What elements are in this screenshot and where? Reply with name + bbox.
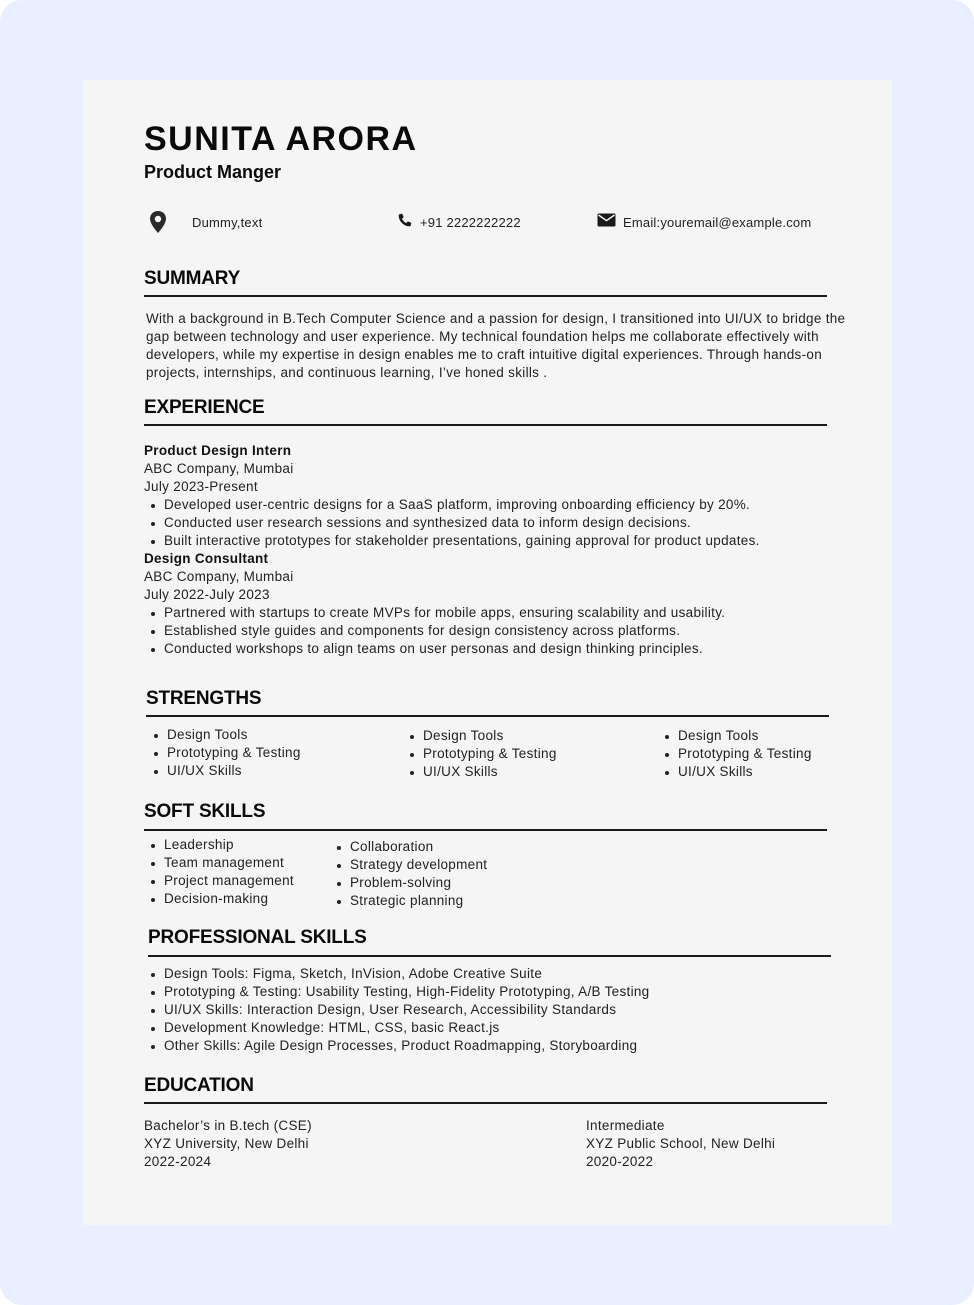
strengths-column bbox=[658, 727, 812, 781]
contact-phone: +91 2222222222 bbox=[420, 215, 521, 230]
phone-icon bbox=[398, 213, 412, 227]
education-degree: Bachelor’s in B.tech (CSE) bbox=[144, 1118, 312, 1133]
soft-skill-item: Decision-making bbox=[144, 890, 294, 908]
strength-item: UI/UX Skills bbox=[147, 762, 301, 780]
contact-email: Email:youremail@example.com bbox=[623, 215, 812, 230]
job-entry bbox=[144, 550, 844, 658]
soft-skill-item: Leadership bbox=[144, 836, 294, 854]
professional-skills-divider bbox=[148, 955, 831, 957]
job-title: Product Design Intern bbox=[144, 443, 292, 458]
education-heading: EDUCATION bbox=[144, 1075, 254, 1096]
soft-skill-item: Strategic planning bbox=[330, 892, 487, 910]
soft-skills-divider bbox=[144, 829, 827, 831]
strengths-column bbox=[147, 726, 301, 780]
job-company: ABC Company, Mumbai bbox=[144, 569, 294, 584]
education-school: XYZ University, New Delhi bbox=[144, 1136, 309, 1151]
soft-skills-heading: SOFT SKILLS bbox=[144, 801, 266, 822]
candidate-name: SUNITA ARORA bbox=[144, 120, 418, 158]
job-bullet: Developed user-centric designs for a SaaS platform, improving onboarding efficiency by 20%. bbox=[144, 496, 844, 514]
professional-skill-item: Development Knowledge: HTML, CSS, basic React.js bbox=[144, 1019, 649, 1037]
soft-skills-column bbox=[330, 838, 487, 910]
education-divider bbox=[144, 1102, 827, 1104]
education-years: 2020-2022 bbox=[586, 1154, 654, 1169]
strength-item: Design Tools bbox=[658, 727, 812, 745]
professional-skill-item: Prototyping & Testing: Usability Testing, High-Fidelity Prototyping, A/B Testing bbox=[144, 983, 649, 1001]
contact-location: Dummy,text bbox=[192, 215, 263, 230]
strength-item: Design Tools bbox=[403, 727, 557, 745]
job-entry bbox=[144, 442, 844, 550]
summary-text: With a background in B.Tech Computer Science and a passion for design, I transitioned into UI/UX to bridge the gap between technology and user experience. My technical foundation helps me collaborate effectively with developers, while my expertise in design enables me to craft intuitive digital experiences. Through hands-on projects, internships, and continuous learning, I’ve honed skills . bbox=[146, 311, 846, 380]
location-pin-icon bbox=[148, 210, 168, 234]
job-title: Design Consultant bbox=[144, 551, 269, 566]
strength-item: Prototyping & Testing bbox=[658, 745, 812, 763]
education-school: XYZ Public School, New Delhi bbox=[586, 1136, 776, 1151]
job-bullet: Conducted workshops to align teams on user personas and design thinking principles. bbox=[144, 640, 844, 658]
job-dates: July 2023-Present bbox=[144, 479, 258, 494]
professional-skills-heading: PROFESSIONAL SKILLS bbox=[148, 927, 367, 948]
strength-item: UI/UX Skills bbox=[658, 763, 812, 781]
strengths-heading: STRENGTHS bbox=[146, 688, 262, 709]
job-bullet: Built interactive prototypes for stakeholder presentations, gaining approval for product updates. bbox=[144, 532, 844, 550]
professional-skill-item: Design Tools: Figma, Sketch, InVision, Adobe Creative Suite bbox=[144, 965, 649, 983]
candidate-role: Product Manger bbox=[144, 162, 282, 182]
summary-divider bbox=[144, 295, 827, 297]
job-company: ABC Company, Mumbai bbox=[144, 461, 294, 476]
education-degree: Intermediate bbox=[586, 1118, 665, 1133]
soft-skill-item: Collaboration bbox=[330, 838, 487, 856]
experience-heading: EXPERIENCE bbox=[144, 397, 265, 418]
strength-item: Design Tools bbox=[147, 726, 301, 744]
resume-document bbox=[83, 80, 892, 1225]
soft-skill-item: Team management bbox=[144, 854, 294, 872]
strength-item: UI/UX Skills bbox=[403, 763, 557, 781]
job-dates: July 2022-July 2023 bbox=[144, 587, 270, 602]
strengths-column bbox=[403, 727, 557, 781]
job-bullet: Partnered with startups to create MVPs for mobile apps, ensuring scalability and usability. bbox=[144, 604, 844, 622]
soft-skill-item: Project management bbox=[144, 872, 294, 890]
job-bullet: Conducted user research sessions and synthesized data to inform design decisions. bbox=[144, 514, 844, 532]
education-entry bbox=[144, 1117, 312, 1171]
soft-skill-item: Problem-solving bbox=[330, 874, 487, 892]
education-years: 2022-2024 bbox=[144, 1154, 212, 1169]
strength-item: Prototyping & Testing bbox=[403, 745, 557, 763]
strength-item: Prototyping & Testing bbox=[147, 744, 301, 762]
envelope-icon bbox=[597, 213, 616, 227]
professional-skills-list bbox=[144, 965, 649, 1055]
job-bullet: Established style guides and components for design consistency across platforms. bbox=[144, 622, 844, 640]
professional-skill-item: Other Skills: Agile Design Processes, Product Roadmapping, Storyboarding bbox=[144, 1037, 649, 1055]
summary-heading: SUMMARY bbox=[144, 268, 241, 289]
experience-list bbox=[144, 442, 844, 658]
soft-skill-item: Strategy development bbox=[330, 856, 487, 874]
experience-divider bbox=[144, 424, 827, 426]
education-entry bbox=[586, 1117, 775, 1171]
professional-skill-item: UI/UX Skills: Interaction Design, User Research, Accessibility Standards bbox=[144, 1001, 649, 1019]
soft-skills-column bbox=[144, 836, 294, 908]
strengths-divider bbox=[146, 715, 829, 717]
